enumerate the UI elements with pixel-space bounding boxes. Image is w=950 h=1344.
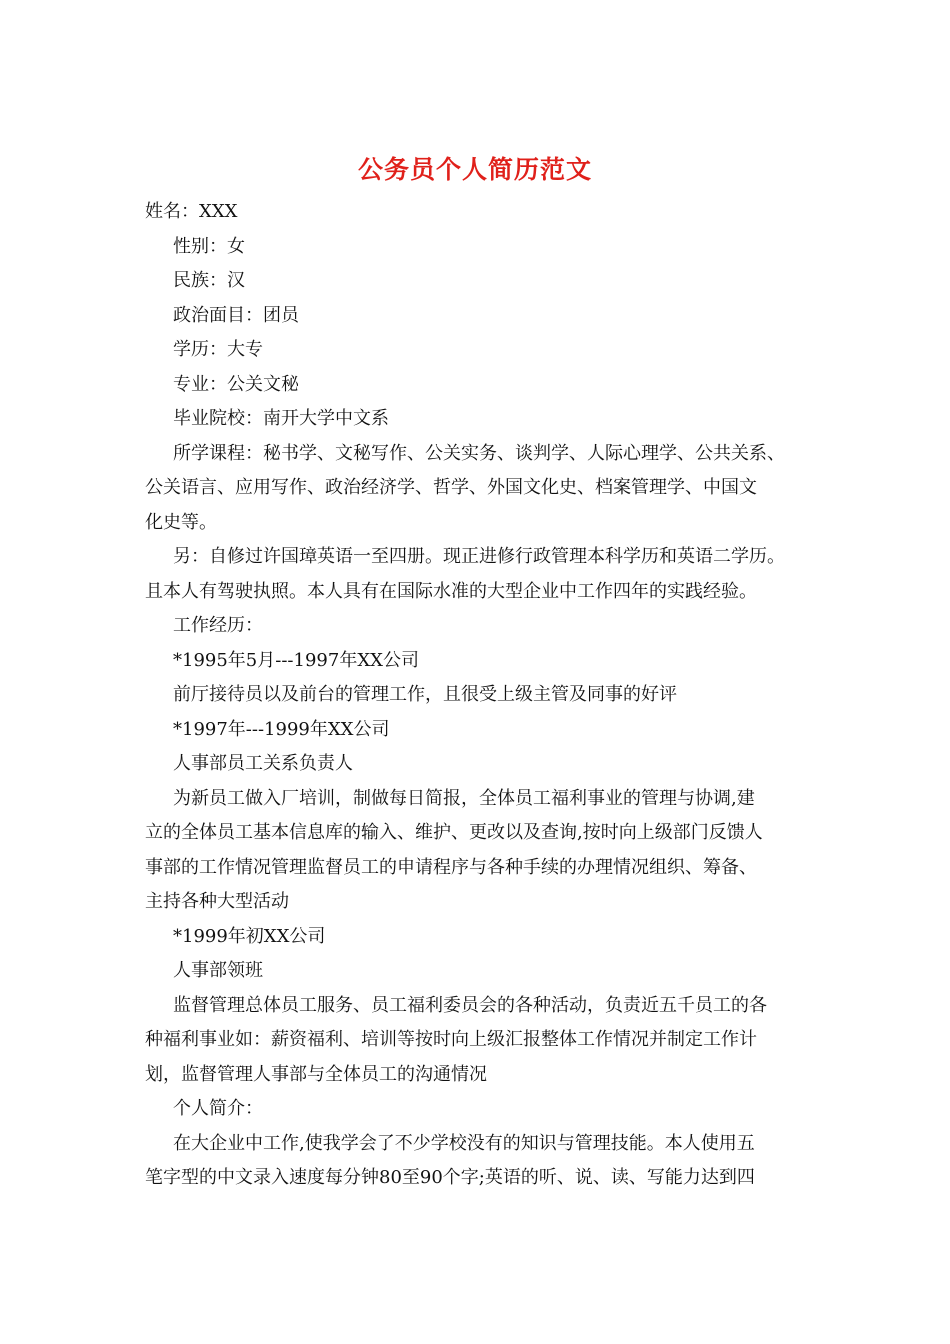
text-line: 性别：女 xyxy=(173,235,245,257)
text-line: 另：自修过许国璋英语一至四册。现正进修行政管理本科学历和英语二学历。 xyxy=(173,546,785,567)
text-line: 政治面目：团员 xyxy=(173,304,299,326)
text-line: 工作经历： xyxy=(173,615,263,636)
text-line: 前厅接待员以及前台的管理工作，且很受上级主管及同事的好评 xyxy=(173,684,677,705)
text-line: 监督管理总体员工服务、员工福利委员会的各种活动，负责近五千员工的各 xyxy=(173,994,767,1016)
document-body xyxy=(145,195,825,1196)
text-line: 姓名：XXX xyxy=(145,201,238,222)
text-line: *1999年初XX公司 xyxy=(173,925,326,947)
text-line: 在大企业中工作,使我学会了不少学校没有的知识与管理技能。本人使用五 xyxy=(173,1132,755,1154)
text-line: 主持各种大型活动 xyxy=(145,891,289,912)
text-line: 专业：公关文秘 xyxy=(173,373,299,395)
text-line: 笔字型的中文录入速度每分钟80至90个字;英语的听、说、读、写能力达到四 xyxy=(145,1167,755,1188)
text-line: 种福利事业如：薪资福利、培训等按时向上级汇报整体工作情况并制定工作计 xyxy=(145,1029,757,1050)
text-line: 人事部领班 xyxy=(173,960,263,981)
text-line: 所学课程：秘书学、文秘写作、公关实务、谈判学、人际心理学、公共关系、 xyxy=(173,442,785,464)
text-line: 人事部员工关系负责人 xyxy=(173,753,353,774)
document-title: 公务员个人简历范文 xyxy=(357,155,592,184)
text-line: 公关语言、应用写作、政治经济学、哲学、外国文化史、档案管理学、中国文 xyxy=(145,477,757,498)
text-line: 且本人有驾驶执照。本人具有在国际水准的大型企业中工作四年的实践经验。 xyxy=(145,580,757,602)
text-line: 学历：大专 xyxy=(173,339,263,360)
text-line: 毕业院校：南开大学中文系 xyxy=(173,408,389,429)
text-line: 个人简介： xyxy=(173,1098,263,1119)
text-line: 为新员工做入厂培训，制做每日简报，全体员工福利事业的管理与协调,建 xyxy=(173,787,755,809)
text-line: 立的全体员工基本信息库的输入、维护、更改以及查询,按时向上级部门反馈人 xyxy=(145,822,763,843)
text-line: 民族：汉 xyxy=(173,270,245,291)
text-line: *1997年---1999年XX公司 xyxy=(173,718,390,740)
text-line: 化史等。 xyxy=(145,511,217,533)
text-line: *1995年5月---1997年XX公司 xyxy=(173,649,419,671)
text-line: 划，监督管理人事部与全体员工的沟通情况 xyxy=(145,1063,487,1085)
text-line: 事部的工作情况管理监督员工的申请程序与各种手续的办理情况组织、筹备、 xyxy=(145,856,757,878)
